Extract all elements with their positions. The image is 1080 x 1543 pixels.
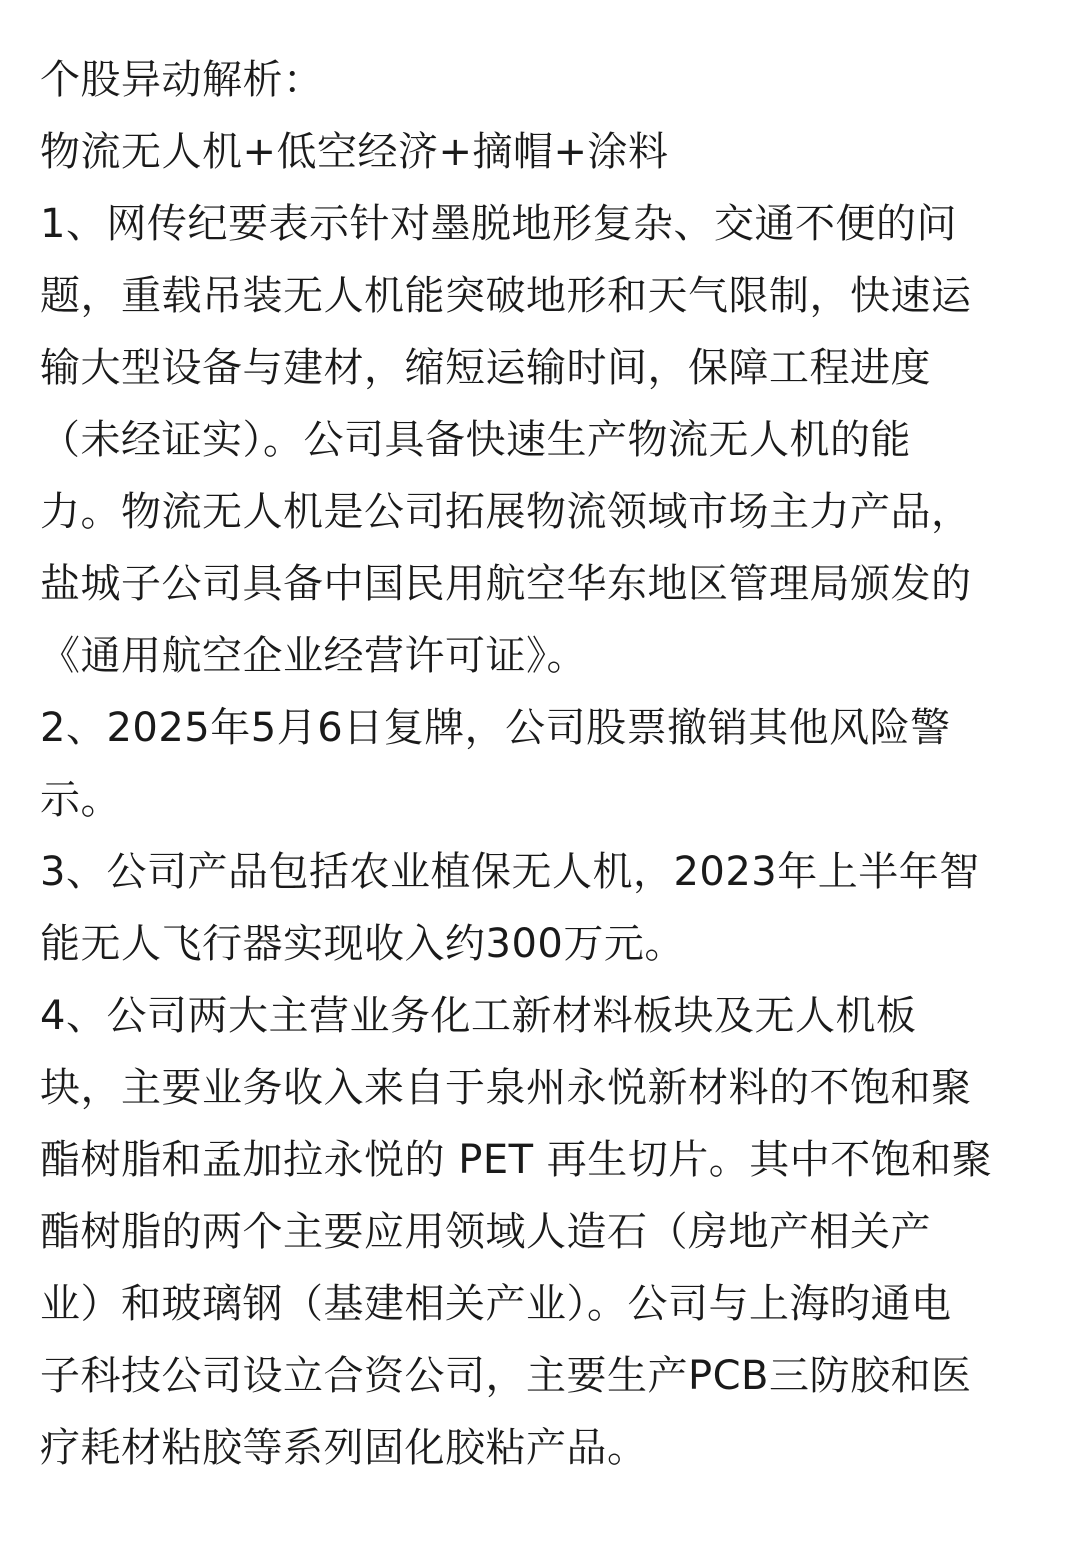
text-line: 4、公司两大主营业务化工新材料板块及无人机板 [40, 993, 917, 1039]
text-line: 能无人飞行器实现收入约300万元。 [40, 921, 685, 967]
text-line: 1、网传纪要表示针对墨脱地形复杂、交通不便的问 [40, 201, 957, 247]
text-line: 示。 [40, 777, 121, 823]
text-line: 题，重载吊装无人机能突破地形和天气限制，快速运 [40, 273, 972, 319]
text-line: 输大型设备与建材，缩短运输时间，保障工程进度 [40, 345, 931, 391]
text-line: 块，主要业务收入来自于泉州永悦新材料的不饱和聚 [40, 1065, 972, 1111]
point-3 [40, 836, 1040, 980]
text-line: 业）和玻璃钢（基建相关产业）。公司与上海昀通电 [40, 1281, 952, 1327]
themes-line: 物流无人机+低空经济+摘帽+涂料 [40, 129, 669, 175]
text-line: 2、2025年5月6日复牌，公司股票撤销其他风险警 [40, 705, 951, 751]
text-line: 子科技公司设立合资公司，主要生产PCB三防胶和医 [40, 1353, 972, 1399]
text-line: 盐城子公司具备中国民用航空华东地区管理局颁发的 [40, 561, 972, 607]
point-4 [40, 980, 1040, 1484]
point-2 [40, 692, 1040, 836]
text-line: 疗耗材粘胶等系列固化胶粘产品。 [40, 1425, 648, 1471]
point-1 [40, 188, 1040, 692]
text-line: 酯树脂和孟加拉永悦的 PET 再生切片。其中不饱和聚 [40, 1137, 993, 1183]
text-line: 《通用航空企业经营许可证》。 [40, 633, 587, 679]
text-line: 力。物流无人机是公司拓展物流领域市场主力产品， [40, 489, 972, 535]
text-line: （未经证实）。公司具备快速生产物流无人机的能 [40, 417, 911, 463]
text-line: 酯树脂的两个主要应用领域人造石（房地产相关产 [40, 1209, 931, 1255]
heading: 个股异动解析： [40, 57, 324, 103]
text-line: 3、公司产品包括农业植保无人机，2023年上半年智 [40, 849, 980, 895]
